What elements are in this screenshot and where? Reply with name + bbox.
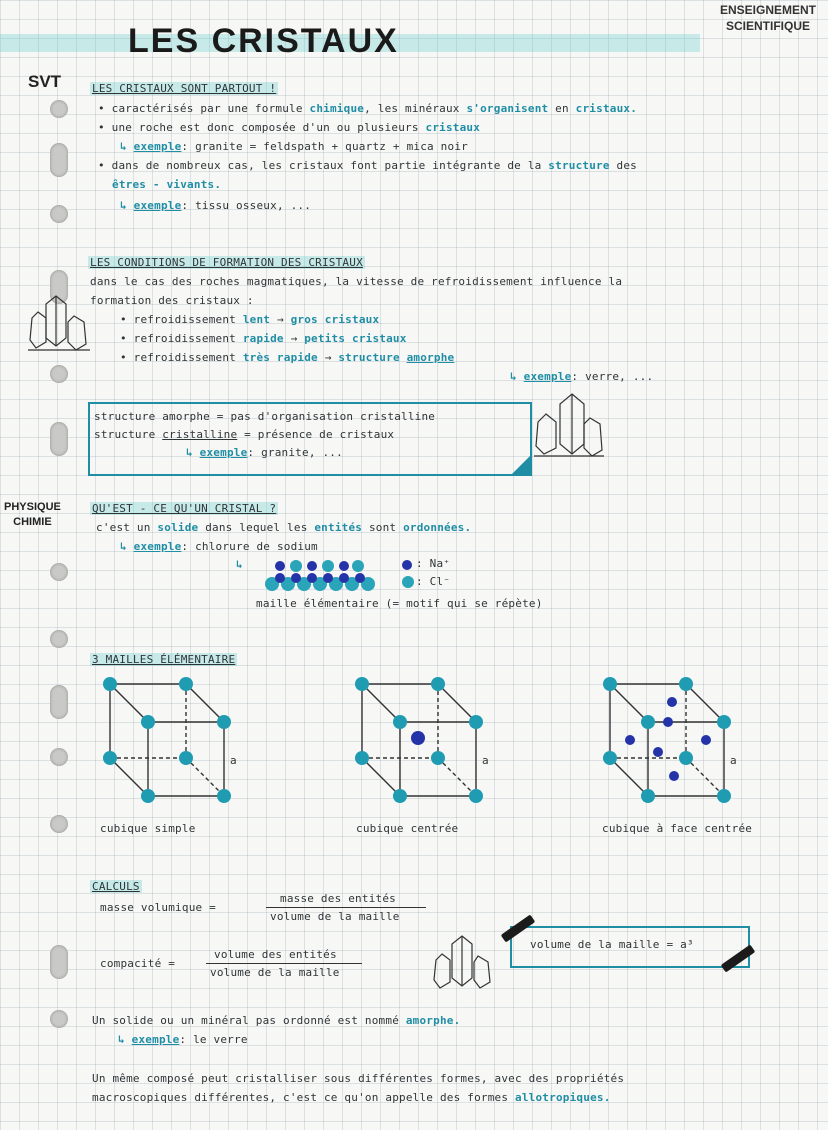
edge-label: a — [730, 754, 737, 767]
subject-line-1: ENSEIGNEMENT — [719, 3, 816, 17]
crystal-doodle-icon — [532, 392, 606, 462]
binder-hole — [50, 748, 68, 766]
section-heading-conditions: LES CONDITIONS DE FORMATION DES CRISTAUX — [90, 256, 363, 269]
legend-na-dot — [402, 560, 412, 570]
bullet-lent: • refroidissement lent → gros cristaux — [120, 313, 380, 326]
cube-centree-diagram — [350, 672, 500, 808]
side-label-physique: PHYSIQUE — [4, 501, 61, 513]
cube-face-centree-diagram — [598, 672, 748, 808]
fraction-bar — [206, 963, 362, 964]
binder-hole — [50, 422, 68, 456]
volume-box — [510, 926, 750, 968]
line-2: • une roche est donc composée d'un ou plusieurs cristaux — [98, 121, 481, 134]
example-verre-2: ↳ exemple: le verre — [118, 1033, 248, 1046]
side-label-chimie: CHIMIE — [13, 516, 52, 528]
section-heading-cristal: QU'EST - CE QU'UN CRISTAL ? — [92, 502, 277, 515]
side-label-physique-chimie — [4, 500, 61, 530]
binder-hole — [50, 945, 68, 979]
edge-label: a — [482, 754, 489, 767]
binder-hole — [50, 630, 68, 648]
legend-cl-dot — [402, 576, 414, 588]
side-label-svt: SVT — [28, 72, 62, 91]
amorphe-line: Un solide ou un minéral pas ordonné est nommé amorphe. — [92, 1014, 461, 1027]
definition-box — [88, 402, 532, 476]
compacite-numerator: volume des entités — [214, 948, 337, 961]
allotropie-line-2: macroscopiques différentes, c'est ce qu'on appelle des formes allotropiques. — [92, 1091, 611, 1104]
cube-simple-caption: cubique simple — [100, 822, 196, 835]
crystal-doodle-icon — [432, 932, 494, 994]
line-1: • caractérisés par une formule chimique, les minéraux s'organisent en cristaux. — [98, 102, 638, 115]
binder-hole — [50, 205, 68, 223]
legend-cl: : Cl⁻ — [416, 575, 451, 588]
masse-volumique-label: masse volumique = — [100, 901, 216, 914]
binder-hole — [50, 365, 68, 383]
fraction-bar — [266, 907, 426, 908]
box-corner-fold — [510, 454, 532, 476]
bullet-rapide: • refroidissement rapide → petits cristaux — [120, 332, 407, 345]
binder-hole — [50, 100, 68, 118]
crystal-doodle-icon — [26, 292, 92, 356]
conditions-p1: dans le cas des roches magmatiques, la vitesse de refroidissement influence la — [90, 275, 623, 288]
line-6: ↳ exemple: tissu osseux, ... — [120, 199, 312, 212]
compacite-label: compacité = — [100, 957, 176, 970]
example-verre: ↳ exemple: verre, ... — [510, 370, 654, 383]
subject-line-2: SCIENTIFIQUE — [725, 19, 810, 33]
box-line-1: structure amorphe = pas d'organisation cristalline — [94, 410, 436, 423]
box-line-3: ↳ exemple: granite, ... — [186, 446, 343, 459]
binder-hole — [50, 563, 68, 581]
line-5: êtres - vivants. — [112, 178, 222, 191]
edge-label: a — [230, 754, 237, 767]
conditions-p2: formation des cristaux : — [90, 294, 254, 307]
masse-volumique-denominator: volume de la maille — [270, 910, 400, 923]
legend-na: : Na⁺ — [416, 557, 451, 570]
line-3: ↳ exemple: granite = feldspath + quartz + mica noir — [120, 140, 468, 153]
cristal-definition: c'est un solide dans lequel les entités sont ordonnées. — [96, 521, 472, 534]
bullet-tres-rapide: • refroidissement très rapide → structure amorphe — [120, 351, 455, 364]
masse-volumique-numerator: masse des entités — [280, 892, 396, 905]
binder-hole — [50, 685, 68, 719]
maille-caption: maille élémentaire (= motif qui se répète) — [256, 597, 543, 610]
binder-hole — [50, 143, 68, 177]
nacl-lattice-illustration — [258, 558, 382, 594]
section-heading-calculs: CALCULS — [92, 880, 140, 893]
subject-label — [720, 2, 816, 34]
volume-formula: volume de la maille = a³ — [530, 938, 694, 951]
box-line-2: structure cristalline = présence de cristaux — [94, 428, 395, 441]
cube-face-centree-caption: cubique à face centrée — [602, 822, 753, 835]
example-chlorure: ↳ exemple: chlorure de sodium — [120, 540, 318, 553]
section-heading-partout: LES CRISTAUX SONT PARTOUT ! — [92, 82, 277, 95]
cube-simple-diagram — [98, 672, 248, 808]
binder-hole — [50, 815, 68, 833]
compacite-denominator: volume de la maille — [210, 966, 340, 979]
arrow-to-lattice: ↳ — [236, 558, 243, 571]
binder-hole — [50, 1010, 68, 1028]
line-4: • dans de nombreux cas, les cristaux font partie intégrante de la structure des — [98, 159, 637, 172]
allotropie-line-1: Un même composé peut cristalliser sous différentes formes, avec des propriétés — [92, 1072, 625, 1085]
cube-centree-caption: cubique centrée — [356, 822, 459, 835]
page-title: LES CRISTAUX — [128, 22, 399, 60]
section-heading-mailles: 3 MAILLES ÉLÉMENTAIRE — [92, 653, 236, 666]
